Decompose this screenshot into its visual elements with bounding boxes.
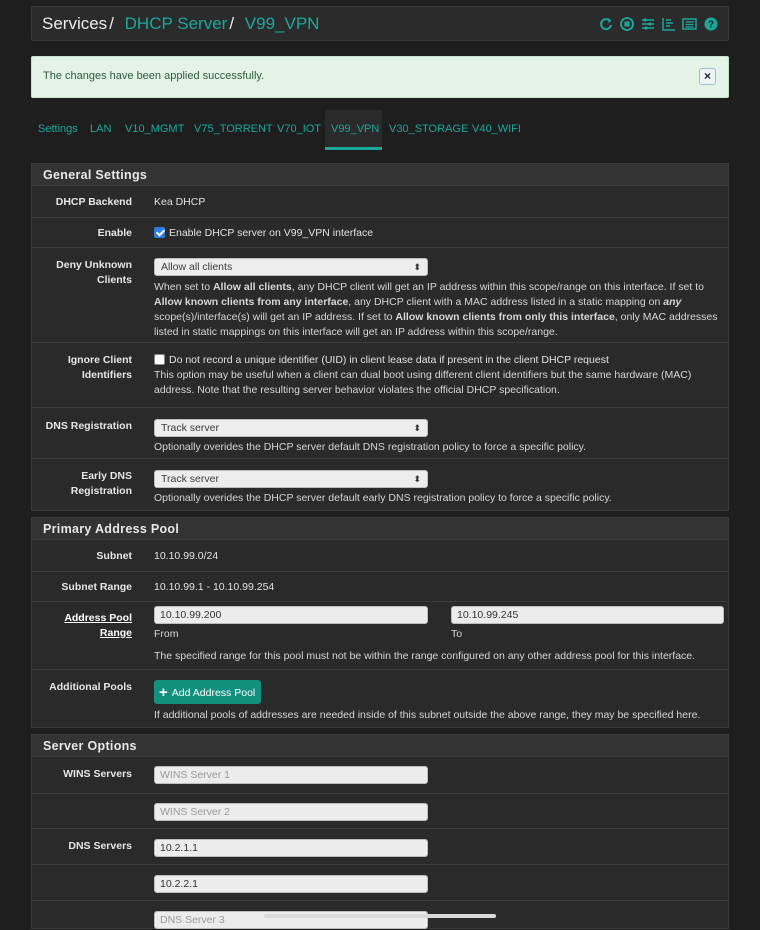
early-dns-label-line2: Registration: [70, 485, 132, 497]
early-dns-select[interactable]: [154, 470, 428, 488]
dns-server-3-input[interactable]: DNS Server 3: [154, 911, 428, 929]
top-bar: [31, 6, 729, 41]
pool-from-input[interactable]: 10.10.99.200: [154, 606, 428, 624]
deny-unknown-label-line2: Clients: [96, 274, 132, 286]
ignore-client-label-line2: Identifiers: [81, 369, 132, 381]
add-address-pool-label: Add Address Pool: [171, 687, 256, 699]
early-dns-help: Optionally overides the DHCP server default early DNS registration policy to force a specific policy.: [154, 492, 612, 504]
dns-servers-label: DNS Servers: [68, 840, 132, 852]
pool-to-label: To: [451, 628, 463, 640]
dns-server-1-control: [154, 839, 722, 857]
dns-registration-row: [32, 407, 728, 458]
general-settings-panel: [31, 163, 729, 511]
subnet-range-value: 10.10.99.1 - 10.10.99.254: [154, 581, 275, 593]
breadcrumb-separator: /: [109, 14, 114, 33]
additional-pools-control: [154, 680, 722, 723]
dhcp-backend-label: DHCP Backend: [55, 196, 132, 208]
additional-pools-row: [32, 669, 728, 727]
dns-server-2-control: [154, 875, 722, 893]
wins-server-2-row: [32, 793, 728, 828]
ignore-client-checkbox[interactable]: [154, 354, 165, 365]
svg-text:?: ?: [707, 19, 714, 30]
active-tab-indicator: [325, 147, 382, 150]
ignore-client-help: This option may be useful when a client can dual boot using different client identifiers but the same hardware (MAC) address. Note that the resulting server behavior violates the official DHCP specification.: [154, 369, 692, 396]
enable-control: [154, 226, 722, 241]
stop-service-icon[interactable]: [619, 16, 634, 31]
subnet-value: 10.10.99.0/24: [154, 550, 219, 562]
tab-lan[interactable]: LAN: [90, 123, 112, 135]
deny-unknown-label: [32, 258, 132, 288]
tab-settings[interactable]: Settings: [38, 123, 78, 135]
settings-icon[interactable]: [640, 16, 655, 31]
plus-icon: +: [159, 684, 168, 701]
select-arrows-icon: ⬍: [413, 474, 421, 484]
pool-to-input[interactable]: 10.10.99.245: [451, 606, 724, 624]
dhcp-backend-value: Kea DHCP: [154, 196, 206, 208]
help-icon[interactable]: [703, 16, 718, 31]
add-address-pool-button[interactable]: [154, 680, 261, 704]
select-arrows-icon: ⬍: [413, 423, 421, 433]
early-dns-label-line1: Early DNS: [81, 470, 132, 482]
subnet-row: [32, 541, 728, 571]
dns-registration-help: Optionally overides the DHCP server default DNS registration policy to force a specific policy.: [154, 441, 587, 453]
wins-server-2-input[interactable]: WINS Server 2: [154, 803, 428, 821]
server-options-title: Server Options: [32, 735, 728, 757]
early-dns-row: [32, 458, 728, 511]
dns-server-1-row: [32, 828, 728, 864]
list-icon[interactable]: [682, 16, 697, 31]
alert-message: The changes have been applied successfully.: [43, 70, 265, 82]
tab-v30-storage[interactable]: V30_STORAGE: [389, 123, 469, 135]
toolbar-icons: [598, 16, 718, 31]
horizontal-scrollbar[interactable]: [264, 914, 496, 918]
early-dns-label: [32, 469, 132, 499]
address-pool-range-help: The specified range for this pool must not be within the range configured on any other address pool for this interface.: [154, 650, 696, 662]
deny-unknown-help: When set to Allow all clients, any DHCP client will get an IP address within this scope/range on this interface. If set to Allow known clients from any interface, any DHCP client with a MAC address listed in a static mapping on any scope(s)/interface(s) will get an IP address. If set to Allow known clients from only this interface, only MAC addresses listed in static mappings on this interface will get an IP address within this scope/range.: [154, 281, 718, 338]
deny-unknown-selected: Allow all clients: [161, 261, 233, 273]
wins-server-1-input[interactable]: WINS Server 1: [154, 766, 428, 784]
pool-from-label: From: [154, 628, 179, 640]
deny-unknown-label-line1: Deny Unknown: [56, 259, 132, 271]
ignore-client-text: Do not record a unique identifier (UID) in client lease data if present in the client DHCP request: [169, 354, 609, 366]
ignore-client-label: [32, 353, 132, 383]
primary-address-pool-title: Primary Address Pool: [32, 518, 728, 540]
wins-server-2-control: [154, 803, 722, 821]
address-pool-range-control: [154, 606, 722, 664]
dns-registration-selected: Track server: [161, 422, 219, 434]
tab-v40-wifi[interactable]: V40_WIFI: [472, 123, 521, 135]
success-alert: [31, 56, 729, 98]
alert-close-button[interactable]: ×: [699, 68, 716, 85]
address-pool-range-row: [32, 601, 728, 669]
deny-unknown-control: [154, 258, 722, 340]
select-arrows-icon: ⬍: [413, 262, 421, 272]
primary-address-pool-panel: [31, 517, 729, 728]
enable-row: [32, 217, 728, 247]
breadcrumb-separator: /: [229, 14, 235, 33]
breadcrumb: [42, 14, 319, 34]
address-pool-range-label[interactable]: [32, 611, 132, 641]
dns-registration-label: DNS Registration: [45, 420, 132, 432]
subnet-range-label: Subnet Range: [61, 581, 132, 593]
ignore-client-row: [32, 342, 728, 407]
dns-registration-select[interactable]: [154, 419, 428, 437]
wins-server-1-control: [154, 766, 722, 784]
deny-unknown-select[interactable]: [154, 258, 428, 276]
tab-v99-vpn[interactable]: V99_VPN: [331, 123, 380, 135]
ignore-client-label-line1: Ignore Client: [67, 354, 132, 366]
additional-pools-label: Additional Pools: [49, 681, 132, 693]
general-settings-title: General Settings: [32, 164, 728, 186]
additional-pools-help: If additional pools of addresses are needed inside of this subnet outside the above range, they may be specified here.: [154, 709, 701, 721]
server-options-panel: [31, 734, 729, 929]
dns-registration-control: [154, 419, 722, 455]
breadcrumb-v99-vpn[interactable]: V99_VPN: [244, 14, 320, 33]
subnet-range-row: [32, 571, 728, 601]
dns-server-2-input[interactable]: 10.2.2.1: [154, 875, 428, 893]
dhcp-backend-row: [32, 187, 728, 217]
dns-server-1-input[interactable]: 10.2.1.1: [154, 839, 428, 857]
address-pool-range-link[interactable]: Address Pool Range: [64, 612, 132, 639]
enable-label: Enable: [97, 227, 132, 239]
early-dns-selected: Track server: [161, 473, 219, 485]
pool-range-inputs: [154, 606, 722, 650]
wins-server-1-row: [32, 758, 728, 793]
enable-text: Enable DHCP server on V99_VPN interface: [169, 227, 374, 239]
wins-servers-label: WINS Servers: [63, 768, 132, 780]
tab-v70-iot[interactable]: V70_IOT: [277, 123, 322, 135]
enable-checkbox[interactable]: [154, 227, 165, 238]
subnet-label: Subnet: [96, 550, 132, 562]
tab-v75-torrent[interactable]: V75_TORRENT: [194, 123, 273, 135]
deny-unknown-row: [32, 247, 728, 342]
log-icon[interactable]: [661, 16, 676, 31]
restart-service-icon[interactable]: [598, 16, 613, 31]
tab-v10-mgmt[interactable]: V10_MGMT: [125, 123, 185, 135]
breadcrumb-dhcp-server[interactable]: DHCP Server: [124, 14, 228, 33]
dns-server-2-row: [32, 864, 728, 900]
early-dns-control: [154, 470, 722, 506]
ignore-client-control: [154, 353, 722, 398]
interface-tabs: [31, 110, 729, 150]
breadcrumb-services: Services: [42, 14, 108, 33]
